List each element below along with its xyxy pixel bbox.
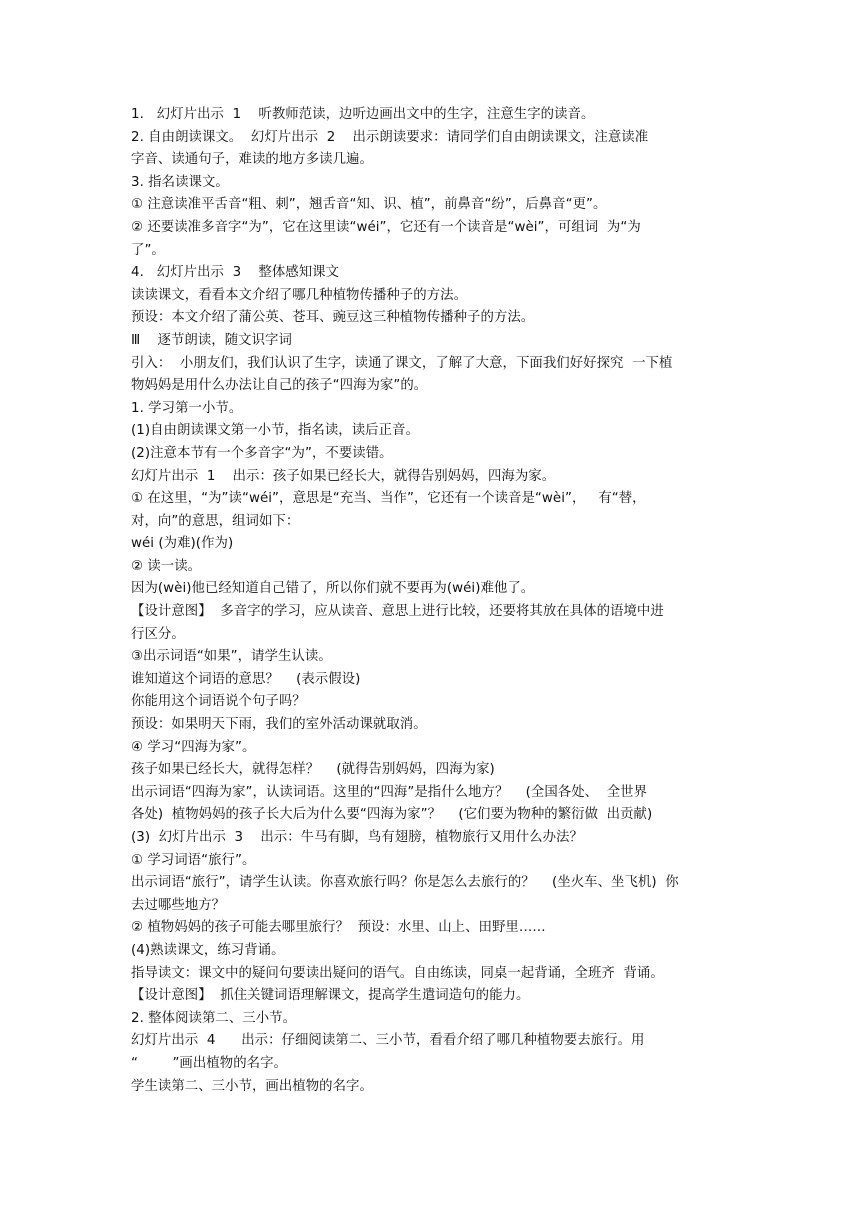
text-line: 3. 指名读课文。 xyxy=(131,174,229,190)
text-line: 谁知道这个词语的意思？ (表示假设) xyxy=(131,671,361,687)
text-line: 指导读文：课文中的疑问句要读出疑问的语气。自由练读，同桌一起背诵，全班齐 背诵。 xyxy=(131,965,664,981)
text-line: ④ 学习“四海为家”。 xyxy=(131,739,256,755)
text-line: 学生读第二、三小节，画出植物的名字。 xyxy=(131,1078,373,1094)
text-line: 了”。 xyxy=(131,242,165,258)
text-line: 去过哪些地方？ xyxy=(131,897,226,913)
text-line: (4)熟读课文，练习背诵。 xyxy=(131,942,285,958)
text-line: 2. 整体阅读第二、三小节。 xyxy=(131,1010,297,1026)
text-line: ② 植物妈妈的孩子可能去哪里旅行？ 预设：水里、山上、田野里…… xyxy=(131,920,546,936)
text-line: 4. 幻灯片出示 3 整体感知课文 xyxy=(131,265,340,281)
text-line: 孩子如果已经长大，就得怎样？ (就得告别妈妈，四海为家) xyxy=(131,762,495,778)
document-page xyxy=(131,104,741,1098)
text-line: 幻灯片出示 4 出示：仔细阅读第二、三小节，看看介绍了哪几种植物要去旅行。用 xyxy=(131,1033,645,1049)
text-line: ① 学习词语“旅行”。 xyxy=(131,852,256,868)
text-line: 行区分。 xyxy=(131,626,185,642)
text-line: 对，向”的意思，组词如下： xyxy=(131,513,300,529)
text-line: ① 在这里，“为”读“wéi”，意思是“充当、当作”，它还有一个读音是“wèi”， 有“替， xyxy=(131,491,646,507)
text-line: 读读课文，看看本文介绍了哪几种植物传播种子的方法。 xyxy=(131,287,468,303)
text-line: (1)自由朗读课文第一小节，指名读，读后正音。 xyxy=(131,423,419,439)
text-line: 出示词语“旅行”，请学生认读。你喜欢旅行吗？你是怎么去旅行的？ (坐火车、坐飞机) 你 xyxy=(131,875,679,891)
text-line: 出示词语“四海为家”，认读词语。这里的“四海”是指什么地方？ (全国各处、 全世界 xyxy=(131,784,648,800)
text-line: ② 读一读。 xyxy=(131,558,202,574)
text-line: ② 还要读准多音字“为”，它在这里读“wéi”，它还有一个读音是“wèi”，可组词 为“为 xyxy=(131,219,641,235)
text-line: 各处) 植物妈妈的孩子长大后为什么要“四海为家”？ (它们要为物种的繁衍做 出贡献) xyxy=(131,807,653,823)
text-line: 【设计意图】 多音字的学习，应从读音、意思上进行比较，还要将其放在具体的语境中进 xyxy=(131,604,664,620)
section-heading: Ⅲ 逐节朗读，随文识字词 xyxy=(131,332,292,348)
text-line: 幻灯片出示 1 出示：孩子如果已经长大，就得告别妈妈，四海为家。 xyxy=(131,468,556,484)
text-line: “ ”画出植物的名字。 xyxy=(131,1055,287,1071)
text-line: 物妈妈是用什么办法让自己的孩子“四海为家”的。 xyxy=(131,378,428,394)
text-line: 你能用这个词语说个句子吗？ xyxy=(131,694,306,710)
text-line: 1. 学习第一小节。 xyxy=(131,400,243,416)
text-line: 字音、读通句子，难读的地方多读几遍。 xyxy=(131,152,373,168)
text-line: ① 注意读准平舌音“粗、刺”，翘舌音“知、识、植”，前鼻音“纷”，后鼻音“更”。 xyxy=(131,197,607,213)
text-line: 预设：本文介绍了蒲公英、苍耳、豌豆这三种植物传播种子的方法。 xyxy=(131,310,535,326)
text-line: wéi (为难)(作为) xyxy=(131,536,234,552)
text-line: 预设：如果明天下雨，我们的室外活动课就取消。 xyxy=(131,717,427,733)
text-line: (2)注意本节有一个多音字“为”，不要读错。 xyxy=(131,445,393,461)
text-line: (3) 幻灯片出示 3 出示：牛马有脚，鸟有翅膀，植物旅行又用什么办法？ xyxy=(131,830,583,845)
text-line: 引入： 小朋友们，我们认识了生字，读通了课文，了解了大意，下面我们好好探究 一下植 xyxy=(131,355,673,371)
text-line: 2. 自由朗读课文。 幻灯片出示 2 出示朗读要求：请同学们自由朗读课文，注意读准 xyxy=(131,129,649,145)
text-line: 因为(wèi)他已经知道自己错了，所以你们就不要再为(wéi)难他了。 xyxy=(131,581,535,597)
text-line: 1. 幻灯片出示 1 听教师范读，边听边画出文中的生字，注意生字的读音。 xyxy=(131,107,595,122)
text-line: 【设计意图】 抓住关键词语理解课文，提高学生遣词造句的能力。 xyxy=(131,988,530,1004)
text-line: ③出示词语“如果”，请学生认读。 xyxy=(131,649,332,665)
